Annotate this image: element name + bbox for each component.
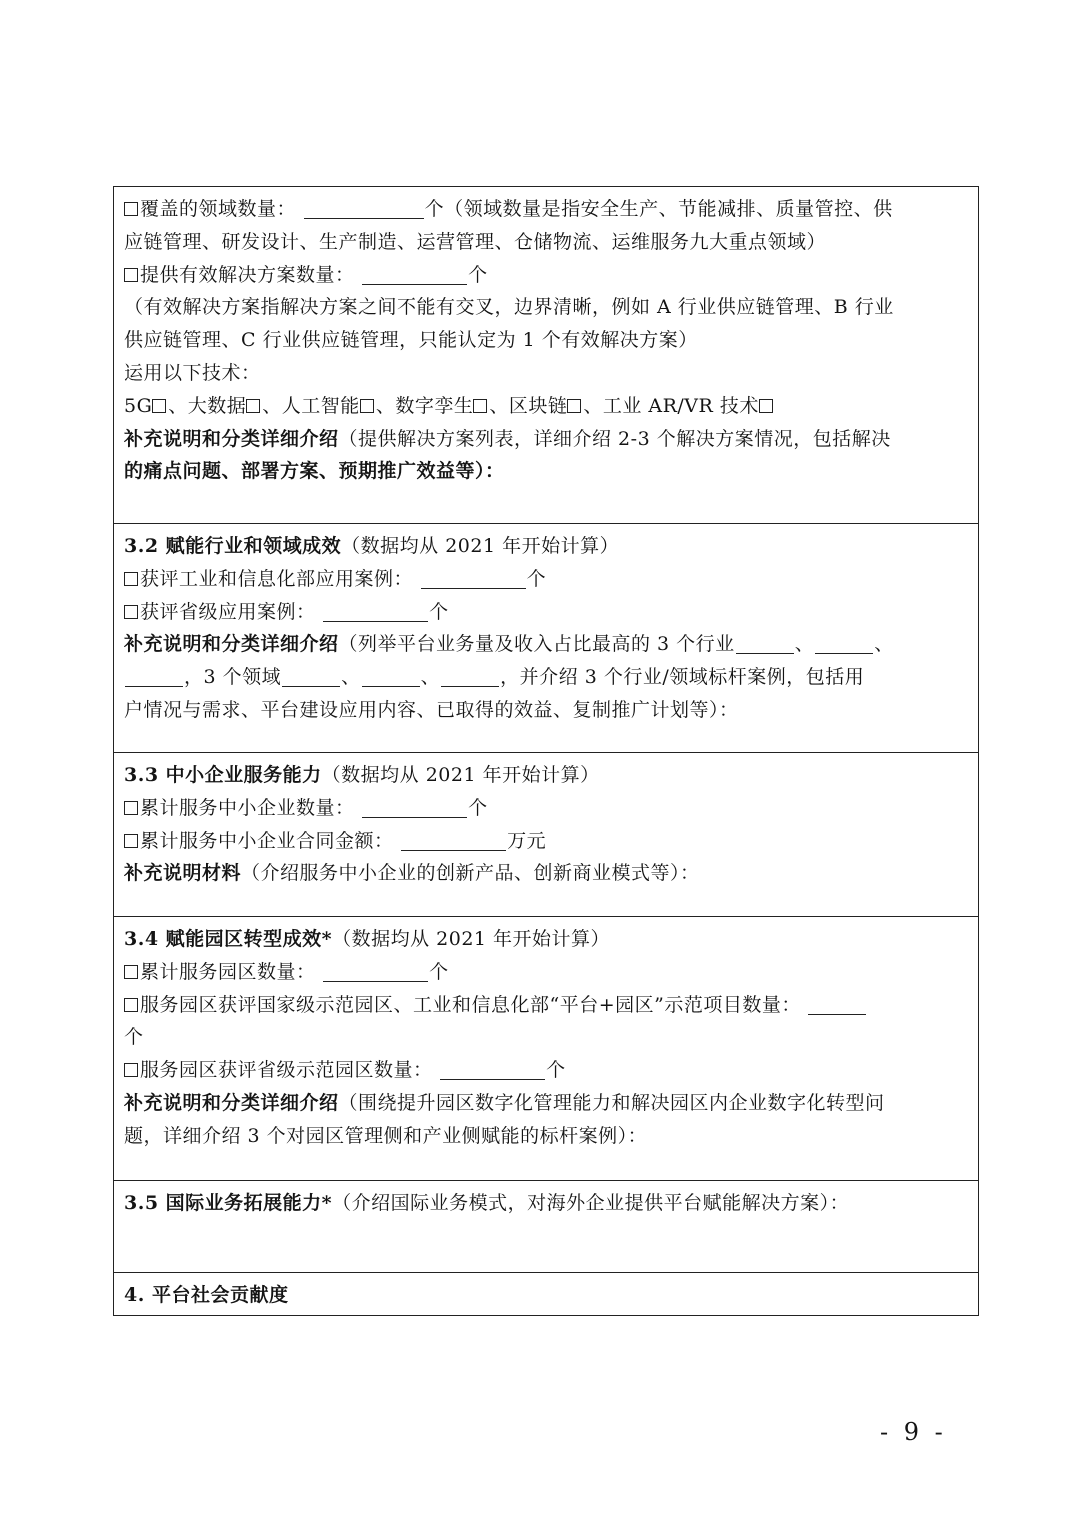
sme-count-label: 累计服务中小企业数量： bbox=[140, 796, 355, 819]
park-count-unit: 个 bbox=[429, 960, 449, 983]
supp-line-1 bbox=[124, 628, 968, 661]
section-4-heading: 4. 平台社会贡献度 bbox=[124, 1284, 289, 1306]
section-heading: 3.4 赋能园区转型成效* bbox=[124, 928, 333, 950]
coverage-unit-note: 个（领域数量是指安全生产、节能减排、质量管控、供 bbox=[424, 198, 893, 220]
domain-blank-2[interactable] bbox=[362, 664, 420, 687]
tech-option-ai: 、人工智能 bbox=[262, 394, 360, 417]
section-heading: 3.3 中小企业服务能力 bbox=[124, 764, 322, 786]
section-3-1-cell bbox=[114, 187, 978, 524]
ministry-cases-unit: 个 bbox=[526, 567, 547, 590]
provincial-cases-unit: 个 bbox=[429, 600, 449, 623]
provincial-park-unit: 个 bbox=[546, 1059, 566, 1082]
solutions-unit: 个 bbox=[468, 263, 488, 286]
checkbox-icon[interactable] bbox=[473, 399, 487, 413]
sme-amount-blank[interactable] bbox=[401, 828, 506, 851]
industry-blank-1[interactable] bbox=[736, 631, 794, 654]
provincial-park-blank[interactable] bbox=[440, 1057, 545, 1080]
industry-blank-3[interactable] bbox=[125, 664, 183, 687]
solutions-label: 提供有效解决方案数量： bbox=[140, 263, 355, 286]
sme-amount-unit: 万元 bbox=[507, 829, 547, 852]
coverage-label: 覆盖的领域数量： bbox=[140, 198, 297, 220]
section-heading: 3.5 国际业务拓展能力* bbox=[124, 1192, 333, 1214]
industry-blank-2[interactable] bbox=[815, 631, 873, 654]
application-form-table bbox=[113, 186, 979, 1316]
supp-line-1 bbox=[124, 1087, 968, 1120]
supp-line-3: 户情况与需求、平台建设应用内容、已取得的效益、复制推广计划等）： bbox=[124, 698, 739, 721]
separator: 、 bbox=[420, 666, 441, 689]
checkbox-icon[interactable] bbox=[124, 998, 138, 1012]
supp-text: （介绍服务中小企业的创新产品、创新商业模式等）： bbox=[241, 862, 700, 885]
checkbox-icon[interactable] bbox=[567, 399, 581, 413]
checkbox-icon[interactable] bbox=[124, 572, 138, 586]
checkbox-icon[interactable] bbox=[152, 399, 166, 413]
supp-bold-label: 补充说明和分类详细介绍 bbox=[124, 1091, 339, 1114]
provincial-park-label: 服务园区获评省级示范园区数量： bbox=[140, 1059, 433, 1082]
coverage-note-line: 应链管理、研发设计、生产制造、运营管理、仓储物流、运维服务九大重点领域） bbox=[124, 230, 827, 253]
sme-count-line bbox=[124, 792, 968, 825]
tech-options-line bbox=[124, 390, 968, 423]
domain-blank-1[interactable] bbox=[282, 664, 340, 687]
supp-bold-label: 补充说明和分类详细介绍 bbox=[124, 633, 339, 656]
supp-bold-label: 补充说明材料 bbox=[124, 862, 242, 885]
sme-amount-line bbox=[124, 825, 968, 858]
tech-option-digital-twin: 、数字孪生 bbox=[375, 394, 474, 417]
solutions-note-line-2: 供应链管理、C 行业供应链管理，只能认定为 1 个有效解决方案） bbox=[124, 329, 698, 352]
heading-note: （数据均从 2021 年开始计算） bbox=[332, 928, 611, 950]
supp-line-2: 的痛点问题、部署方案、预期推广效益等）： bbox=[124, 460, 505, 483]
tech-option-ar-vr: 、工业 AR/VR 技术 bbox=[583, 394, 759, 417]
checkbox-icon[interactable] bbox=[124, 268, 138, 282]
solutions-line bbox=[124, 259, 968, 292]
national-park-blank[interactable] bbox=[808, 992, 866, 1015]
tech-option-blockchain: 、区块链 bbox=[489, 394, 568, 417]
heading-note: （数据均从 2021 年开始计算） bbox=[321, 764, 600, 786]
checkbox-icon[interactable] bbox=[246, 399, 260, 413]
supp-line-2: 题，详细介绍 3 个对园区管理侧和产业侧赋能的标杆案例）： bbox=[124, 1124, 648, 1147]
section-3-4-cell bbox=[114, 917, 978, 1181]
ministry-cases-line bbox=[124, 563, 968, 596]
section-3-5-cell bbox=[114, 1181, 978, 1273]
tech-option-bigdata: 、大数据 bbox=[168, 394, 247, 417]
national-park-label: 服务园区获评国家级示范园区、工业和信息化部“平台+园区”示范项目数量： bbox=[140, 993, 801, 1016]
ministry-cases-label: 获评工业和信息化部应用案例： bbox=[140, 567, 414, 590]
heading-note: （数据均从 2021 年开始计算） bbox=[341, 535, 620, 557]
domains-text: ，3 个领域 bbox=[184, 666, 282, 689]
section-3-2-heading bbox=[124, 530, 968, 563]
supp-line-1 bbox=[124, 423, 968, 456]
separator: 、 bbox=[874, 633, 894, 656]
separator: 、 bbox=[794, 633, 815, 656]
checkbox-icon[interactable] bbox=[124, 801, 138, 815]
benchmark-text: ，并介绍 3 个行业/领域标杆案例，包括用 bbox=[500, 666, 865, 689]
section-3-3-cell bbox=[114, 753, 978, 917]
section-3-2-cell bbox=[114, 524, 978, 753]
checkbox-icon[interactable] bbox=[759, 399, 773, 413]
section-3-4-heading bbox=[124, 923, 968, 956]
tech-label: 运用以下技术： bbox=[124, 361, 261, 384]
supp-line bbox=[124, 857, 968, 890]
supp-line-2 bbox=[124, 661, 968, 694]
supp-text: （提供解决方案列表，详细介绍 2-3 个解决方案情况，包括解决 bbox=[338, 427, 891, 450]
provincial-cases-blank[interactable] bbox=[323, 599, 428, 622]
supp-text: （列举平台业务量及收入占比最高的 3 个行业 bbox=[338, 633, 735, 656]
park-count-line bbox=[124, 956, 968, 989]
checkbox-icon[interactable] bbox=[360, 399, 374, 413]
sme-amount-label: 累计服务中小企业合同金额： bbox=[140, 829, 394, 852]
solutions-count-blank[interactable] bbox=[362, 262, 467, 285]
national-park-unit: 个 bbox=[124, 1026, 144, 1049]
supp-bold-label: 补充说明和分类详细介绍 bbox=[124, 427, 339, 450]
tech-option-5g: 5G bbox=[124, 394, 153, 417]
checkbox-icon[interactable] bbox=[124, 965, 138, 979]
section-3-5-heading bbox=[124, 1187, 968, 1220]
checkbox-icon[interactable] bbox=[124, 202, 138, 216]
coverage-count-blank[interactable] bbox=[304, 196, 424, 219]
supp-text: （围绕提升园区数字化管理能力和解决园区内企业数字化转型问 bbox=[338, 1091, 885, 1114]
checkbox-icon[interactable] bbox=[124, 605, 138, 619]
solutions-note-line-1: （有效解决方案指解决方案之间不能有交叉，边界清晰，例如 A 行业供应链管理、B 行业 bbox=[124, 296, 894, 319]
section-3-3-heading bbox=[124, 759, 968, 792]
separator: 、 bbox=[341, 666, 361, 689]
domain-blank-3[interactable] bbox=[441, 664, 499, 687]
section-4-cell bbox=[114, 1273, 978, 1315]
checkbox-icon[interactable] bbox=[124, 834, 138, 848]
checkbox-icon[interactable] bbox=[124, 1063, 138, 1077]
sme-count-unit: 个 bbox=[468, 796, 488, 819]
sme-count-blank[interactable] bbox=[362, 795, 467, 818]
heading-note: （介绍国际业务模式，对海外企业提供平台赋能解决方案）： bbox=[332, 1192, 850, 1214]
section-heading: 3.2 赋能行业和领域成效 bbox=[124, 535, 342, 557]
page-number: - 9 - bbox=[880, 1418, 947, 1446]
park-count-blank[interactable] bbox=[323, 959, 428, 982]
park-count-label: 累计服务园区数量： bbox=[140, 960, 316, 983]
provincial-cases-label: 获评省级应用案例： bbox=[140, 600, 316, 623]
provincial-park-line bbox=[124, 1054, 968, 1087]
coverage-line bbox=[124, 193, 968, 226]
ministry-cases-blank[interactable] bbox=[421, 566, 526, 589]
national-park-line bbox=[124, 989, 968, 1022]
provincial-cases-line bbox=[124, 596, 968, 629]
